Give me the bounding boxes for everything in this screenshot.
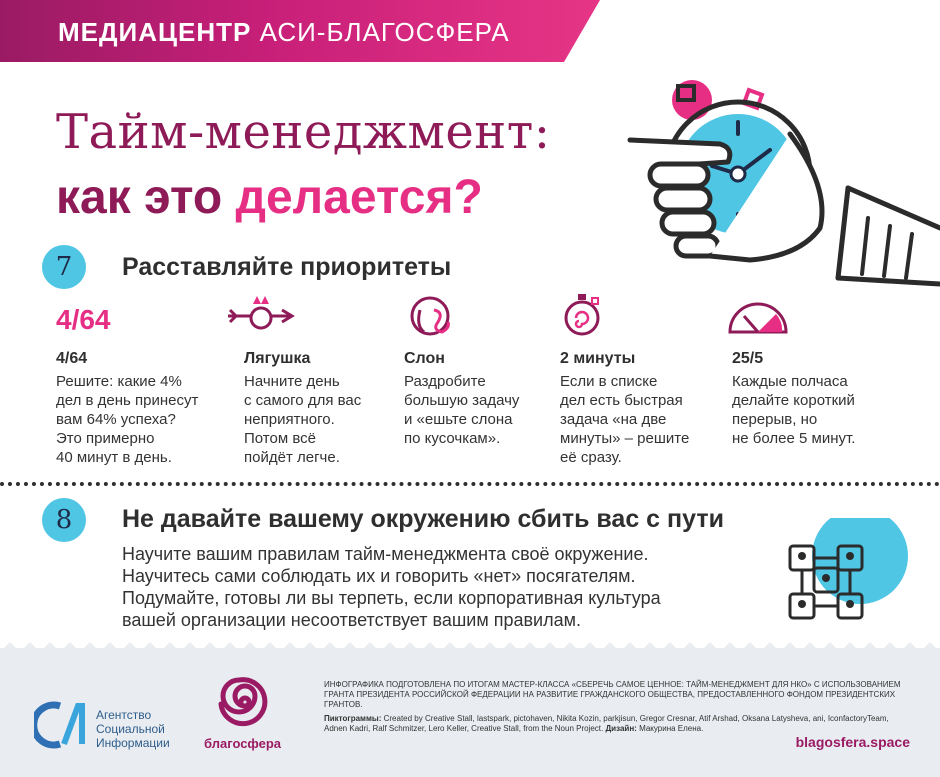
design-label: Дизайн: (605, 724, 637, 733)
tip-5-body: Каждые полчаса делайте короткий перерыв, но не более 5 минут. (732, 373, 856, 447)
site-link[interactable]: blagosfera.space (795, 734, 910, 750)
brand-title (58, 17, 510, 48)
tip-4-64-big-label: 4/64 (56, 304, 111, 335)
design-name: Макурина Елена. (639, 724, 704, 733)
brand-bold: МЕДИАЦЕНТР (58, 17, 252, 47)
step-8-paragraph: Научите вашим правилам тайм-менеджмента своё окружение. Научитесь сами соблюдать их и говорить «нет» посягателям. Подумайте, готовы ли вы терпеть, если корпоративная культура вашей организации несоответствует вашим правилам. (122, 544, 661, 630)
stopwatch-spiral-icon (552, 290, 622, 336)
page-title-line2 (56, 170, 483, 225)
step-7-number: 7 (42, 245, 86, 289)
footer-credits (324, 680, 904, 734)
asi-logo-label: Агентство Социальной Информации (96, 708, 170, 750)
tip-2-body: Начните день с самого для вас неприятного. Потом всё пойдёт легче. (244, 373, 362, 466)
step-7-heading: Расставляйте приоритеты (122, 253, 452, 281)
page-title-line1: Тайм-менеджмент: (56, 104, 551, 160)
brand-rest: АСИ-БЛАГОСФЕРА (259, 17, 510, 47)
title-part-b: делается? (235, 171, 483, 224)
dotted-divider (0, 482, 940, 486)
blagosfera-logo-label: благосфера (204, 736, 282, 751)
blagosfera-logo-icon (218, 672, 272, 730)
tip-3-body: Раздробите большую задачу и «ешьте слона по кусочкам». (404, 373, 520, 447)
tip-4-title: 2 минуты (560, 350, 636, 367)
tip-1-title: 4/64 (56, 350, 88, 367)
tip-5-title: 25/5 (732, 350, 764, 367)
gauge-icon (722, 292, 792, 338)
pict-label: Пиктограммы: (324, 714, 382, 723)
hand-stopwatch-icon (600, 78, 940, 308)
title-part-a: как это (56, 171, 223, 224)
elephant-icon (398, 292, 468, 338)
credits-pictograms (324, 714, 904, 734)
credits-grant-text: ИНФОГРАФИКА ПОДГОТОВЛЕНА ПО ИТОГАМ МАСТЕР-КЛАССА «СБЕРЕЧЬ САМОЕ ЦЕННОЕ: ТАЙМ-МЕНЕДЖМЕНТ ДЛЯ НКО» С ИСПОЛЬЗОВАНИЕМ ГРАНТА ПРЕЗИДЕНТА РОССИЙСКОЙ ФЕДЕРАЦИИ НА РАЗВИТИЕ ГРАЖДАНСКОГО ОБЩЕСТВА, ПРЕДОСТАВЛЕННОГО ФОНДОМ ПРЕЗИДЕНТСКИХ ГРАНТОВ. (324, 680, 901, 709)
people-network-icon (780, 518, 912, 622)
tip-4-body: Если в списке дел есть быстрая задача «на две минуты» – решите её сразу. (560, 373, 690, 466)
step-8-number: 8 (42, 498, 86, 542)
pict-text: Created by Creative Stall, lastspark, pictohaven, Nikita Kozin, parkjisun, Gregor Cresnar, Atif Arshad, Oksana Latysheva, ani, IconfactoryTeam, Adnen Kadri, Ralf Schmitzer, Lero Keller, Creative Stall, from the Noun Project. (324, 714, 889, 733)
step-8-heading: Не давайте вашему окружению сбить вас с пути (122, 505, 724, 533)
tip-2-title: Лягушка (244, 350, 311, 367)
tip-3-title: Слон (404, 350, 445, 367)
frog-arrow-icon (226, 290, 296, 336)
tip-1-body: Решите: какие 4% дел в день принесут вам 64% успеха? Это примерно 40 минут в день. (56, 373, 199, 466)
asi-logo-icon (34, 700, 94, 750)
